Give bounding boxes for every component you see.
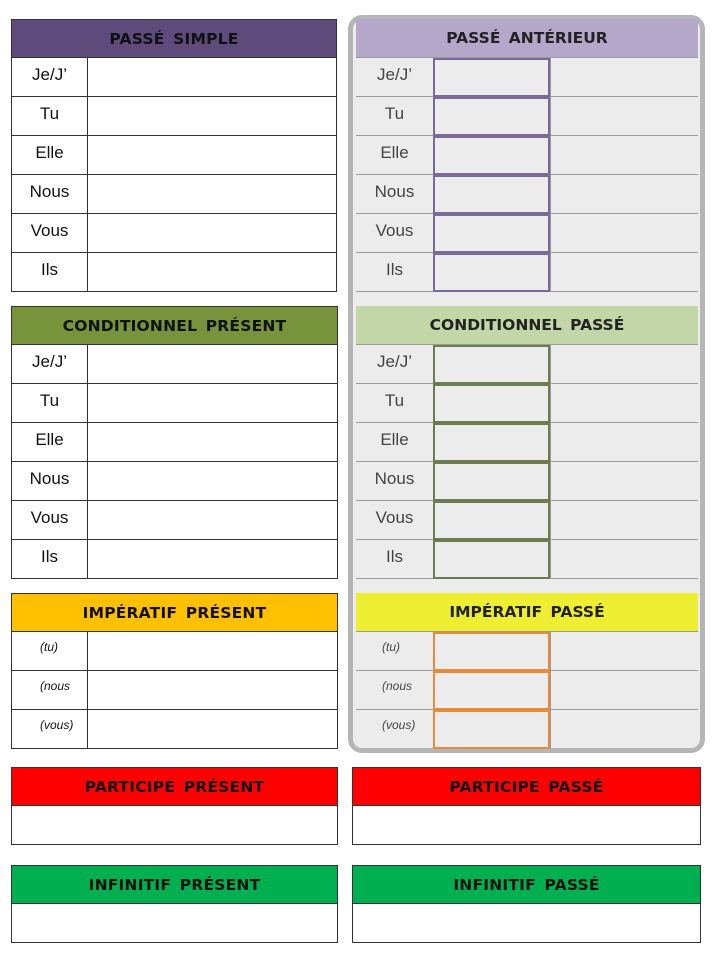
answer-cell[interactable] xyxy=(11,806,338,845)
auxiliary-box[interactable] xyxy=(433,58,550,97)
table-row xyxy=(11,384,338,423)
answer-cell[interactable] xyxy=(550,175,698,213)
table-row xyxy=(356,632,698,671)
pronoun-label: Nous xyxy=(12,462,88,500)
imperatif-passe-table xyxy=(356,593,698,749)
answer-cell[interactable] xyxy=(550,214,698,252)
answer-cell[interactable] xyxy=(11,904,338,943)
table-row xyxy=(11,540,338,579)
pronoun-label: (vous) xyxy=(382,718,416,732)
conditionnel-passe-table xyxy=(356,306,698,579)
auxiliary-box[interactable] xyxy=(433,632,550,671)
answer-cell[interactable] xyxy=(550,136,698,174)
participe-present-header: PARTICIPE PRÉSENT xyxy=(11,767,338,806)
answer-cell[interactable] xyxy=(88,136,336,174)
pronoun-label: Ils xyxy=(12,253,88,291)
answer-cell[interactable] xyxy=(88,671,337,709)
pronoun-label: Elle xyxy=(12,136,88,174)
pronoun-label: Elle xyxy=(12,423,88,461)
auxiliary-box[interactable] xyxy=(433,136,550,175)
pronoun-label: (vous) xyxy=(12,710,88,748)
pronoun-label: Nous xyxy=(374,182,415,201)
table-row xyxy=(356,175,698,214)
table-row xyxy=(11,58,337,97)
pronoun-label: Je/J’ xyxy=(377,352,412,371)
table-row xyxy=(356,423,698,462)
answer-cell[interactable] xyxy=(88,175,336,213)
table-row xyxy=(356,136,698,175)
table-row xyxy=(356,214,698,253)
auxiliary-box[interactable] xyxy=(433,214,550,253)
answer-cell[interactable] xyxy=(352,806,701,845)
table-row xyxy=(356,58,698,97)
pronoun-label: (nous xyxy=(12,671,88,709)
pronoun-label: Tu xyxy=(384,104,405,123)
auxiliary-box[interactable] xyxy=(433,671,550,710)
pronoun-label: Elle xyxy=(380,143,409,162)
pronoun-label: Ils xyxy=(12,540,88,578)
imperatif-present-table xyxy=(11,593,338,749)
auxiliary-box[interactable] xyxy=(433,710,550,749)
table-row xyxy=(11,423,338,462)
answer-cell[interactable] xyxy=(550,345,698,383)
answer-cell[interactable] xyxy=(88,462,337,500)
pronoun-label: Vous xyxy=(12,501,88,539)
answer-cell[interactable] xyxy=(88,97,336,135)
participe-passe-table xyxy=(352,767,701,845)
imperatif-present-header: IMPÉRATIF PRÉSENT xyxy=(11,593,338,632)
answer-cell[interactable] xyxy=(88,501,337,539)
answer-cell[interactable] xyxy=(550,97,698,135)
table-row xyxy=(356,710,698,749)
table-row xyxy=(11,462,338,501)
infinitif-present-table xyxy=(11,865,338,943)
pronoun-label: Je/J’ xyxy=(12,345,88,383)
table-row xyxy=(11,253,337,292)
answer-cell[interactable] xyxy=(352,904,701,943)
infinitif-passe-table xyxy=(352,865,701,943)
auxiliary-box[interactable] xyxy=(433,97,550,136)
table-row xyxy=(356,540,698,579)
table-row xyxy=(11,710,338,749)
pronoun-label: Tu xyxy=(12,384,88,422)
passe-anterieur-header: PASSÉ ANTÉRIEUR xyxy=(356,19,698,58)
pronoun-label: Je/J’ xyxy=(12,58,88,96)
auxiliary-box[interactable] xyxy=(433,462,550,501)
auxiliary-box[interactable] xyxy=(433,384,550,423)
table-row xyxy=(356,253,698,292)
answer-cell[interactable] xyxy=(88,214,336,252)
pronoun-label: Nous xyxy=(374,469,415,488)
answer-cell[interactable] xyxy=(550,501,698,539)
answer-cell[interactable] xyxy=(88,58,336,96)
pronoun-label: Ils xyxy=(386,547,403,566)
answer-cell[interactable] xyxy=(550,671,698,709)
pronoun-label: Nous xyxy=(12,175,88,213)
answer-cell[interactable] xyxy=(550,632,698,670)
auxiliary-box[interactable] xyxy=(433,540,550,579)
pronoun-label: Elle xyxy=(380,430,409,449)
table-row xyxy=(11,345,338,384)
auxiliary-box[interactable] xyxy=(433,345,550,384)
pronoun-label: Vous xyxy=(12,214,88,252)
auxiliary-box[interactable] xyxy=(433,501,550,540)
pronoun-label: (tu) xyxy=(382,640,400,654)
table-row xyxy=(11,214,337,253)
passe-anterieur-table xyxy=(356,19,698,292)
answer-cell[interactable] xyxy=(550,710,698,749)
answer-cell[interactable] xyxy=(550,384,698,422)
pronoun-label: (nous xyxy=(382,679,413,693)
answer-cell[interactable] xyxy=(88,710,337,748)
answer-cell[interactable] xyxy=(88,632,337,670)
pronoun-label: (tu) xyxy=(12,632,88,670)
infinitif-passe-header: INFINITIF PASSÉ xyxy=(352,865,701,904)
answer-cell[interactable] xyxy=(550,462,698,500)
pronoun-label: Je/J’ xyxy=(377,65,412,84)
conditionnel-present-header: CONDITIONNEL PRÉSENT xyxy=(11,306,338,345)
answer-cell[interactable] xyxy=(550,540,698,578)
passe-simple-header: PASSÉ SIMPLE xyxy=(11,19,337,58)
auxiliary-box[interactable] xyxy=(433,175,550,214)
pronoun-label: Tu xyxy=(384,391,405,410)
table-row xyxy=(11,671,338,710)
conditionnel-present-table xyxy=(11,306,338,579)
pronoun-label: Tu xyxy=(12,97,88,135)
participe-present-table xyxy=(11,767,338,845)
table-row xyxy=(356,384,698,423)
pronoun-label: Vous xyxy=(375,221,414,240)
answer-cell[interactable] xyxy=(88,384,337,422)
table-row xyxy=(11,632,338,671)
table-row xyxy=(11,97,337,136)
answer-cell[interactable] xyxy=(88,345,337,383)
table-row xyxy=(11,501,338,540)
answer-cell[interactable] xyxy=(550,58,698,96)
table-row xyxy=(356,462,698,501)
answer-cell[interactable] xyxy=(88,423,337,461)
table-row xyxy=(356,501,698,540)
table-row xyxy=(356,97,698,136)
table-row xyxy=(356,671,698,710)
conditionnel-passe-header: CONDITIONNEL PASSÉ xyxy=(356,306,698,345)
pronoun-label: Vous xyxy=(375,508,414,527)
table-row xyxy=(11,136,337,175)
answer-cell[interactable] xyxy=(550,253,698,291)
passe-simple-table xyxy=(11,19,337,292)
answer-cell[interactable] xyxy=(88,540,337,578)
auxiliary-box[interactable] xyxy=(433,253,550,292)
auxiliary-box[interactable] xyxy=(433,423,550,462)
pronoun-label: Ils xyxy=(386,260,403,279)
imperatif-passe-header: IMPÉRATIF PASSÉ xyxy=(356,593,698,632)
table-row xyxy=(11,175,337,214)
answer-cell[interactable] xyxy=(88,253,336,291)
participe-passe-header: PARTICIPE PASSÉ xyxy=(352,767,701,806)
answer-cell[interactable] xyxy=(550,423,698,461)
infinitif-present-header: INFINITIF PRÉSENT xyxy=(11,865,338,904)
table-row xyxy=(356,345,698,384)
